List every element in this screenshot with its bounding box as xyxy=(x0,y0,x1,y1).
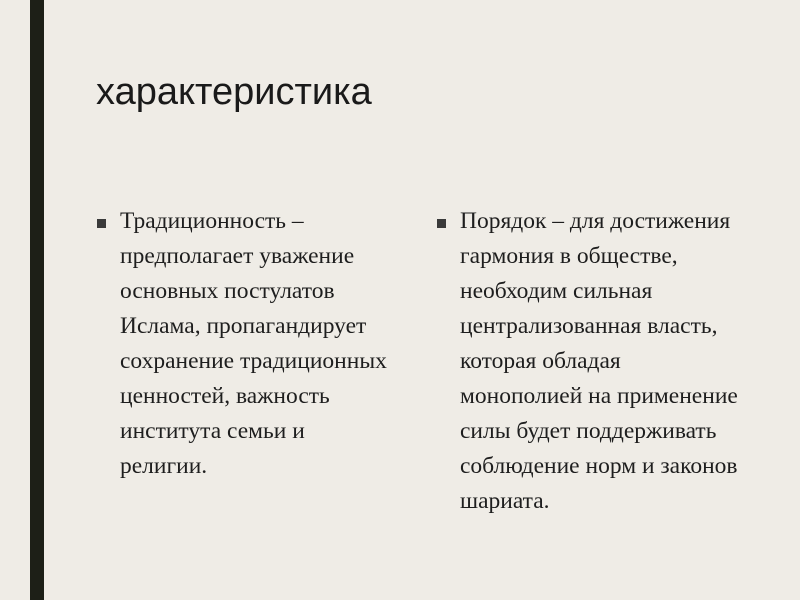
bullet-text-line: Ислама, пропагандирует xyxy=(120,313,367,339)
bullet-text-line: религии. xyxy=(120,453,208,479)
bullet-text-line: основных постулатов xyxy=(120,278,335,304)
square-bullet-icon xyxy=(437,219,446,228)
bullet-item-order xyxy=(436,204,776,519)
bullet-text-line: Порядок – для достижения xyxy=(460,208,731,234)
bullet-text-line: института семьи и xyxy=(120,418,305,444)
bullet-text-line: монополией на применение xyxy=(460,383,738,409)
bullet-text-line: соблюдение норм и законов xyxy=(460,453,738,479)
bullet-text-line: которая обладая xyxy=(460,348,621,374)
bullet-item-traditionalism xyxy=(96,204,418,484)
bullet-column-right xyxy=(436,204,776,519)
square-bullet-icon xyxy=(97,219,106,228)
bullet-text-line: силы будет поддерживать xyxy=(460,418,717,444)
bullet-text-line: шариата. xyxy=(460,488,550,514)
bullet-text-line: централизованная власть, xyxy=(460,313,718,339)
bullet-text-line: необходим сильная xyxy=(460,278,653,304)
bullet-text-line: сохранение традиционных xyxy=(120,348,387,374)
slide-title: характеристика xyxy=(96,71,372,113)
accent-bar xyxy=(30,0,44,600)
bullet-column-left xyxy=(96,204,418,484)
bullet-text-line: гармония в обществе, xyxy=(460,243,678,269)
bullet-text-line: предполагает уважение xyxy=(120,243,355,269)
bullet-text-line: Традиционность – xyxy=(120,208,304,234)
bullet-text-line: ценностей, важность xyxy=(120,383,330,409)
